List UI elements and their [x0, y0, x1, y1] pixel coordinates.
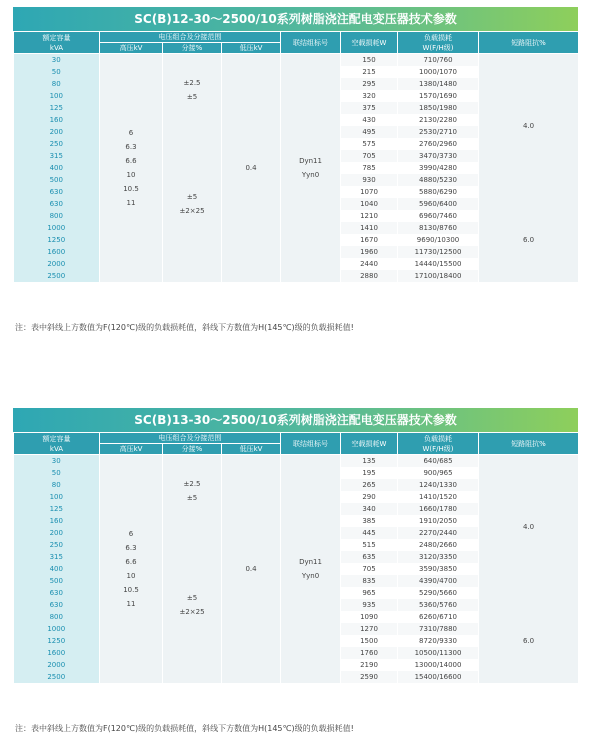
hv-cell [100, 54, 163, 283]
spec-table [13, 432, 579, 683]
noload-loss-cell: 1410 [341, 222, 398, 234]
capacity-cell: 1600 [14, 647, 100, 659]
capacity-cell: 630 [14, 186, 100, 198]
capacity-cell: 160 [14, 515, 100, 527]
load-loss-cell: 5290/5660 [398, 587, 479, 599]
load-loss-cell: 3120/3350 [398, 551, 479, 563]
load-loss-cell: 17100/18400 [398, 270, 479, 282]
noload-loss-cell: 1500 [341, 635, 398, 647]
capacity-cell: 160 [14, 114, 100, 126]
tap-value: ±2.5 [183, 79, 201, 87]
load-loss-cell: 1660/1780 [398, 503, 479, 515]
load-loss-cell: 14440/15500 [398, 258, 479, 270]
load-loss-cell: 3470/3730 [398, 150, 479, 162]
load-loss-cell: 710/760 [398, 54, 479, 67]
noload-loss-cell: 215 [341, 66, 398, 78]
vector-group-value: Dyn11 [299, 157, 322, 165]
load-loss-cell: 6960/7460 [398, 210, 479, 222]
header-tap: 分接% [163, 444, 222, 455]
capacity-cell: 125 [14, 102, 100, 114]
noload-loss-cell: 835 [341, 575, 398, 587]
header-vector-group: 联结组标号 [281, 433, 341, 455]
capacity-cell: 80 [14, 479, 100, 491]
vector-group-value: Yyn0 [301, 171, 320, 179]
load-loss-cell: 1000/1070 [398, 66, 479, 78]
capacity-cell: 200 [14, 126, 100, 138]
tap-value: ±2×25 [179, 207, 205, 215]
noload-loss-cell: 2440 [341, 258, 398, 270]
noload-loss-cell: 385 [341, 515, 398, 527]
header-tap: 分接% [163, 43, 222, 54]
noload-loss-cell: 705 [341, 150, 398, 162]
noload-loss-cell: 320 [341, 90, 398, 102]
tap-cell [163, 455, 222, 528]
tap-cell [163, 54, 222, 127]
spec-table [13, 31, 579, 282]
capacity-cell: 1250 [14, 635, 100, 647]
noload-loss-cell: 515 [341, 539, 398, 551]
noload-loss-cell: 2590 [341, 671, 398, 683]
load-loss-cell: 8720/9330 [398, 635, 479, 647]
hv-value: 6 [128, 530, 134, 538]
table-title: SC(B)12-30～2500/10系列树脂浇注配电变压器技术参数 [13, 7, 578, 31]
load-loss-cell: 10500/11300 [398, 647, 479, 659]
load-loss-cell: 11730/12500 [398, 246, 479, 258]
header-hv: 高压kV [100, 444, 163, 455]
capacity-cell: 50 [14, 66, 100, 78]
header-lv: 低压kV [222, 444, 281, 455]
load-loss-cell: 6260/6710 [398, 611, 479, 623]
load-loss-cell: 1240/1330 [398, 479, 479, 491]
vector-group-value: Yyn0 [301, 572, 320, 580]
capacity-cell: 250 [14, 539, 100, 551]
capacity-cell: 1000 [14, 222, 100, 234]
table-block-sc13 [13, 408, 578, 683]
hv-value: 10.5 [123, 586, 139, 594]
noload-loss-cell: 1090 [341, 611, 398, 623]
noload-loss-cell: 965 [341, 587, 398, 599]
capacity-cell: 500 [14, 174, 100, 186]
noload-loss-cell: 150 [341, 54, 398, 67]
load-loss-cell: 4390/4700 [398, 575, 479, 587]
header-voltage-group: 电压组合及分接范围 [100, 433, 281, 444]
lv-cell: 0.4 [222, 455, 281, 684]
table-block-sc12 [13, 7, 578, 282]
load-loss-cell: 1570/1690 [398, 90, 479, 102]
capacity-cell: 200 [14, 527, 100, 539]
hv-value: 6 [128, 129, 134, 137]
capacity-cell: 2500 [14, 270, 100, 282]
capacity-cell: 630 [14, 198, 100, 210]
capacity-cell: 50 [14, 467, 100, 479]
load-loss-cell: 2270/2440 [398, 527, 479, 539]
noload-loss-cell: 340 [341, 503, 398, 515]
noload-loss-cell: 1070 [341, 186, 398, 198]
capacity-cell: 2500 [14, 671, 100, 683]
load-loss-cell: 1910/2050 [398, 515, 479, 527]
table-title: SC(B)13-30～2500/10系列树脂浇注配电变压器技术参数 [13, 408, 578, 432]
noload-loss-cell: 1270 [341, 623, 398, 635]
capacity-cell: 400 [14, 162, 100, 174]
capacity-cell: 30 [14, 455, 100, 468]
capacity-cell: 1250 [14, 234, 100, 246]
table-note: 注：表中斜线上方数值为F(120℃)级的负载损耗值，斜线下方数值为H(145℃)级的负载损耗值! [15, 323, 354, 332]
header-capacity: 额定容量 kVA [14, 433, 100, 455]
header-load-loss: 负载损耗 W(F/H级) [398, 433, 479, 455]
hv-value: 6.6 [125, 558, 137, 566]
impedance-cell: 4.0 [479, 54, 579, 199]
noload-loss-cell: 445 [341, 527, 398, 539]
load-loss-cell: 13000/14000 [398, 659, 479, 671]
capacity-cell: 1600 [14, 246, 100, 258]
load-loss-cell: 2130/2280 [398, 114, 479, 126]
load-loss-cell: 15400/16600 [398, 671, 479, 683]
load-loss-cell: 5360/5760 [398, 599, 479, 611]
impedance-cell: 4.0 [479, 455, 579, 600]
hv-value: 11 [126, 199, 136, 207]
hv-value: 6.3 [125, 143, 137, 151]
table-note: 注：表中斜线上方数值为F(120℃)级的负载损耗值，斜线下方数值为H(145℃)级的负载损耗值! [15, 724, 354, 733]
tap-value: ±2.5 [183, 480, 201, 488]
tap-value: ±5 [186, 193, 198, 201]
header-impedance: 短路阻抗% [479, 433, 579, 455]
noload-loss-cell: 195 [341, 467, 398, 479]
hv-value: 10.5 [123, 185, 139, 193]
capacity-cell: 100 [14, 90, 100, 102]
noload-loss-cell: 135 [341, 455, 398, 468]
noload-loss-cell: 635 [341, 551, 398, 563]
header-impedance: 短路阻抗% [479, 32, 579, 54]
hv-value: 11 [126, 600, 136, 608]
capacity-cell: 1000 [14, 623, 100, 635]
capacity-cell: 800 [14, 210, 100, 222]
lv-cell: 0.4 [222, 54, 281, 283]
noload-loss-cell: 295 [341, 78, 398, 90]
tap-cell [163, 126, 222, 282]
impedance-cell: 6.0 [479, 599, 579, 683]
tap-value: ±5 [186, 93, 198, 101]
noload-loss-cell: 430 [341, 114, 398, 126]
noload-loss-cell: 1760 [341, 647, 398, 659]
hv-value: 6.6 [125, 157, 137, 165]
noload-loss-cell: 1210 [341, 210, 398, 222]
noload-loss-cell: 1670 [341, 234, 398, 246]
header-noload-loss: 空载损耗W [341, 32, 398, 54]
noload-loss-cell: 705 [341, 563, 398, 575]
load-loss-cell: 7310/7880 [398, 623, 479, 635]
header-noload-loss: 空载损耗W [341, 433, 398, 455]
noload-loss-cell: 2880 [341, 270, 398, 282]
load-loss-cell: 900/965 [398, 467, 479, 479]
hv-value: 10 [126, 171, 136, 179]
vector-group-cell [281, 455, 341, 684]
noload-loss-cell: 930 [341, 174, 398, 186]
capacity-cell: 30 [14, 54, 100, 67]
capacity-cell: 250 [14, 138, 100, 150]
load-loss-cell: 3590/3850 [398, 563, 479, 575]
hv-value: 10 [126, 572, 136, 580]
tap-cell [163, 527, 222, 683]
load-loss-cell: 9690/10300 [398, 234, 479, 246]
vector-group-value: Dyn11 [299, 558, 322, 566]
hv-cell [100, 455, 163, 684]
load-loss-cell: 5960/6400 [398, 198, 479, 210]
noload-loss-cell: 575 [341, 138, 398, 150]
capacity-cell: 2000 [14, 258, 100, 270]
capacity-cell: 400 [14, 563, 100, 575]
table-body [14, 455, 579, 684]
noload-loss-cell: 495 [341, 126, 398, 138]
noload-loss-cell: 375 [341, 102, 398, 114]
capacity-cell: 500 [14, 575, 100, 587]
capacity-cell: 630 [14, 587, 100, 599]
header-hv: 高压kV [100, 43, 163, 54]
noload-loss-cell: 265 [341, 479, 398, 491]
vector-group-cell [281, 54, 341, 283]
header-load-loss: 负载损耗 W(F/H级) [398, 32, 479, 54]
load-loss-cell: 2530/2710 [398, 126, 479, 138]
capacity-cell: 80 [14, 78, 100, 90]
capacity-cell: 315 [14, 150, 100, 162]
load-loss-cell: 2760/2960 [398, 138, 479, 150]
load-loss-cell: 8130/8760 [398, 222, 479, 234]
capacity-cell: 315 [14, 551, 100, 563]
table-row [14, 54, 579, 67]
tap-value: ±5 [186, 594, 198, 602]
load-loss-cell: 1850/1980 [398, 102, 479, 114]
noload-loss-cell: 290 [341, 491, 398, 503]
hv-value: 6.3 [125, 544, 137, 552]
load-loss-cell: 3990/4280 [398, 162, 479, 174]
capacity-cell: 630 [14, 599, 100, 611]
header-voltage-group: 电压组合及分接范围 [100, 32, 281, 43]
capacity-cell: 800 [14, 611, 100, 623]
tap-value: ±2×25 [179, 608, 205, 616]
noload-loss-cell: 935 [341, 599, 398, 611]
load-loss-cell: 2480/2660 [398, 539, 479, 551]
impedance-cell: 6.0 [479, 198, 579, 282]
load-loss-cell: 1410/1520 [398, 491, 479, 503]
capacity-cell: 2000 [14, 659, 100, 671]
capacity-cell: 100 [14, 491, 100, 503]
table-row [14, 455, 579, 468]
capacity-cell: 125 [14, 503, 100, 515]
tap-value: ±5 [186, 494, 198, 502]
load-loss-cell: 1380/1480 [398, 78, 479, 90]
noload-loss-cell: 1960 [341, 246, 398, 258]
load-loss-cell: 4880/5230 [398, 174, 479, 186]
header-capacity: 额定容量 kVA [14, 32, 100, 54]
noload-loss-cell: 2190 [341, 659, 398, 671]
noload-loss-cell: 785 [341, 162, 398, 174]
header-vector-group: 联结组标号 [281, 32, 341, 54]
load-loss-cell: 640/685 [398, 455, 479, 468]
header-lv: 低压kV [222, 43, 281, 54]
table-body [14, 54, 579, 283]
noload-loss-cell: 1040 [341, 198, 398, 210]
load-loss-cell: 5880/6290 [398, 186, 479, 198]
